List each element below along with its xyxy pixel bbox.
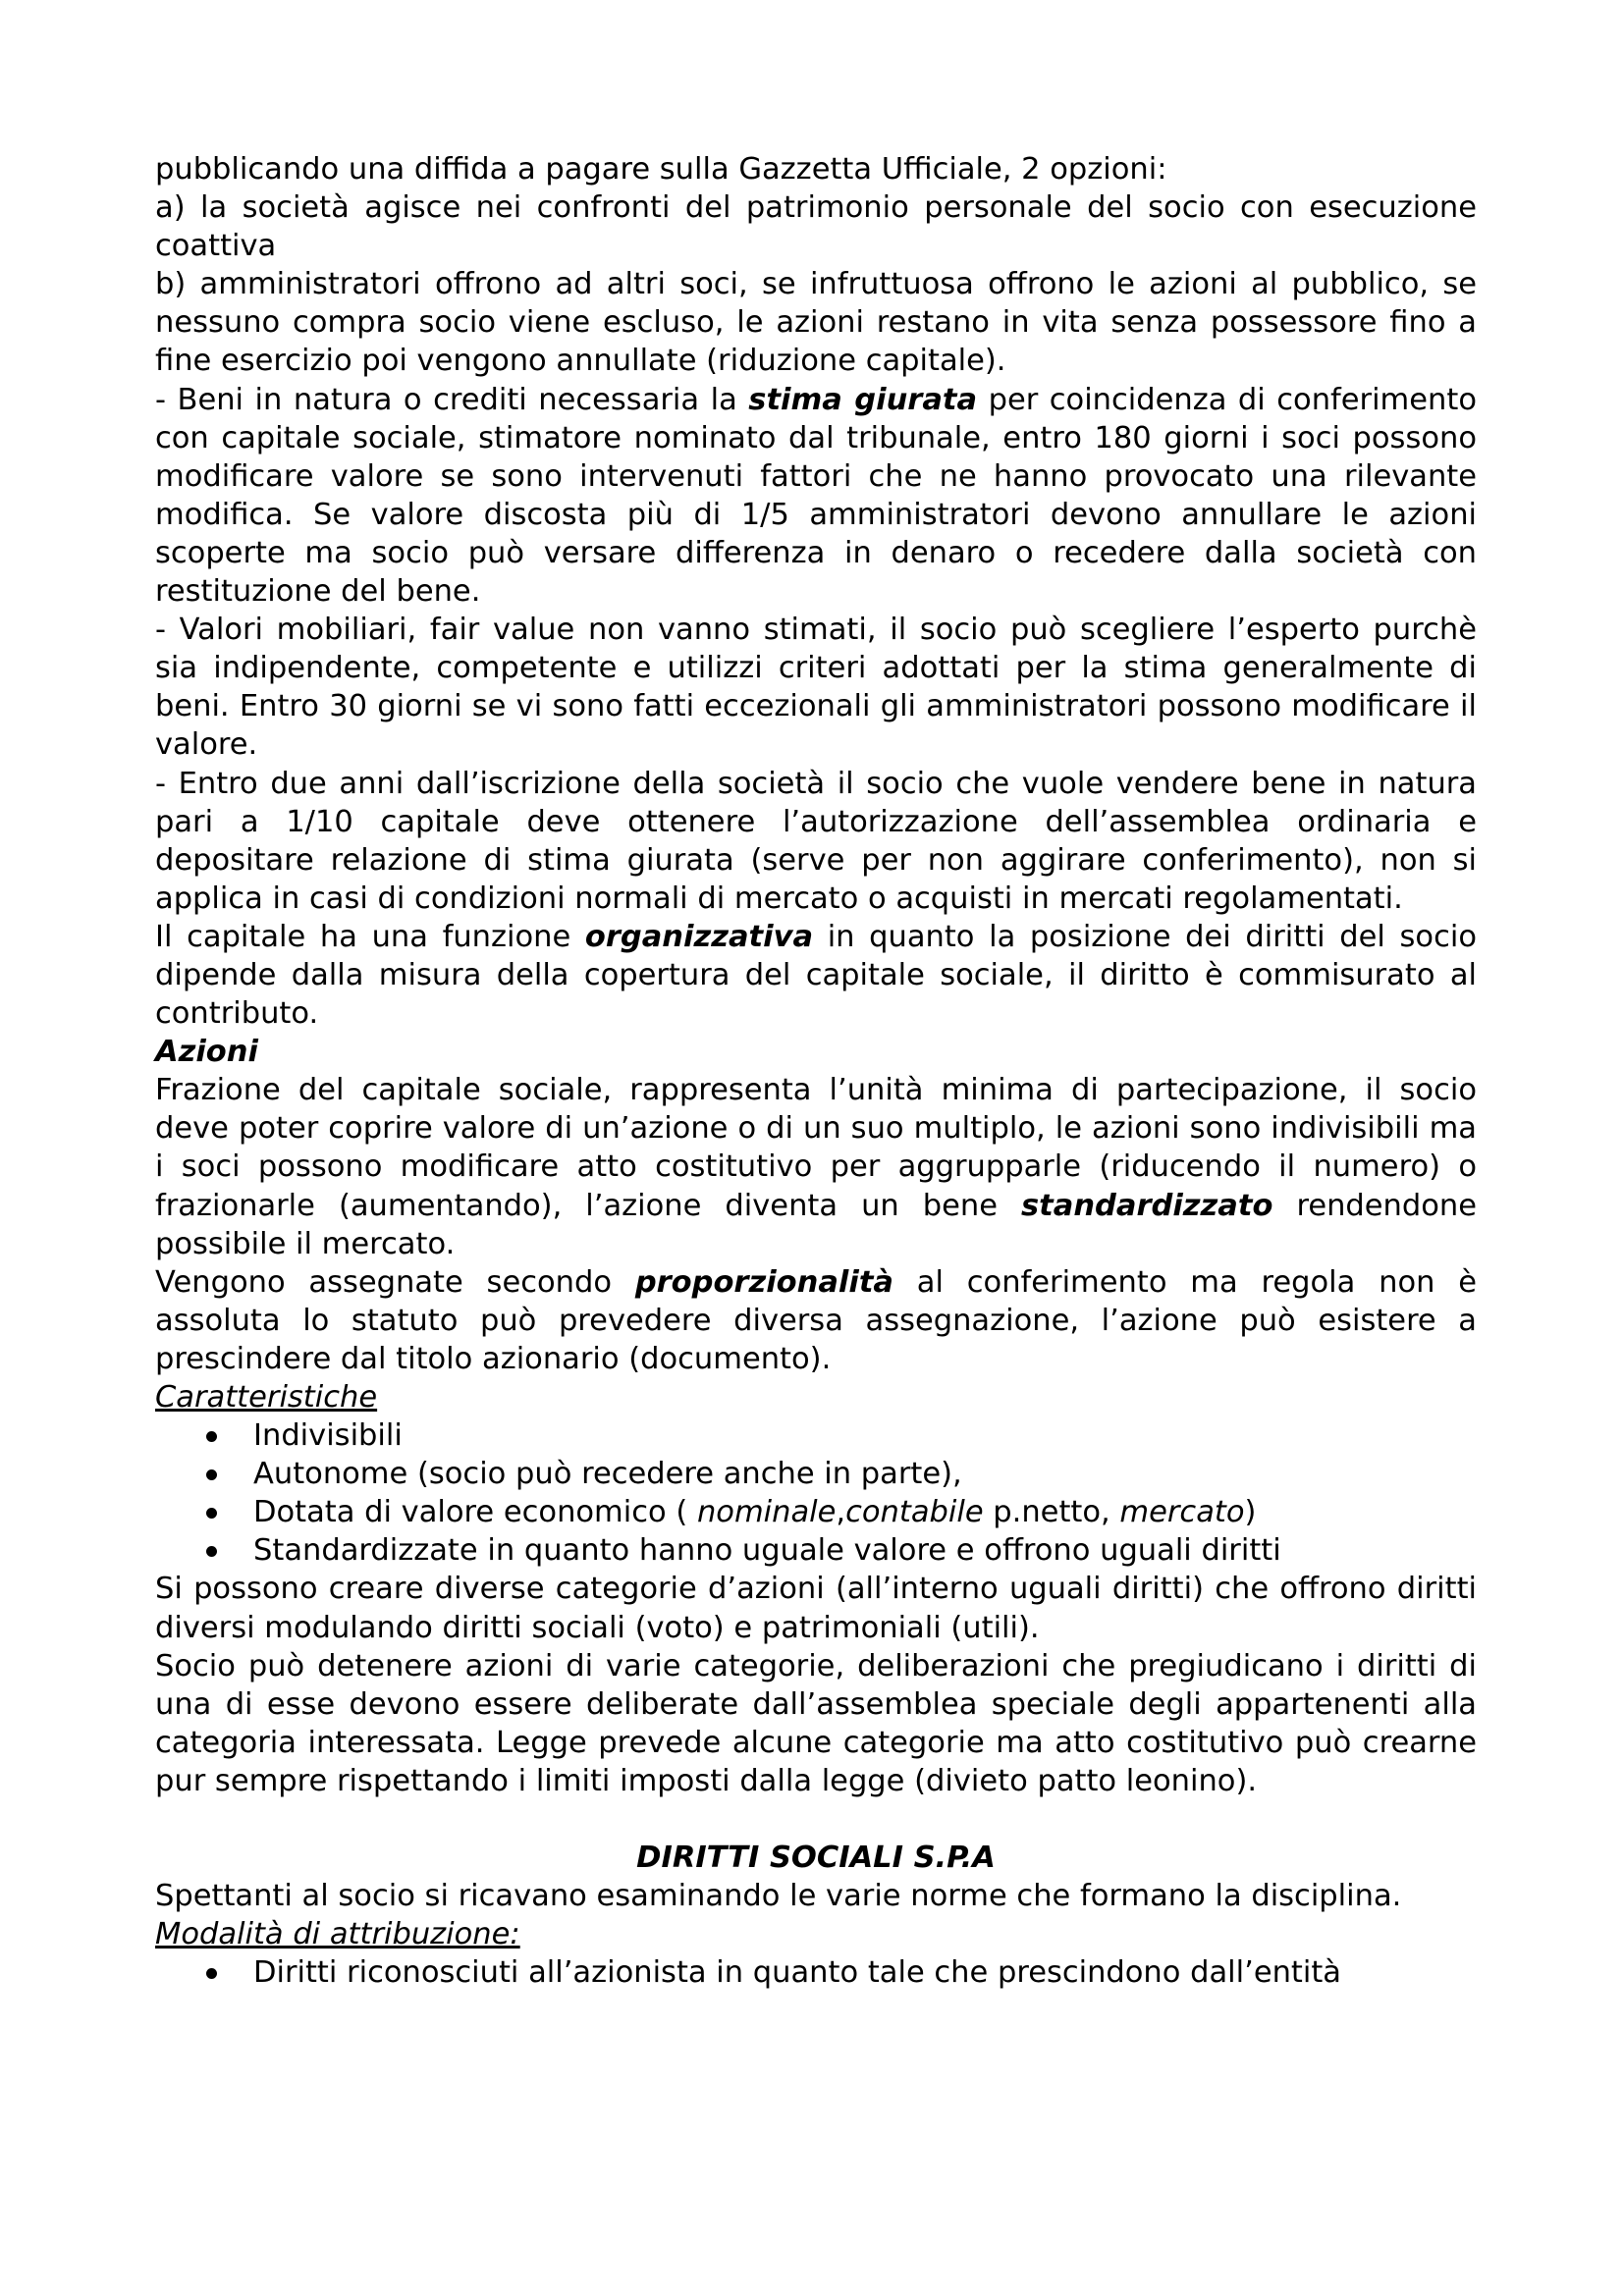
text-run: al conferimento ma regola non è assoluta lo statuto può prevedere diversa assegnazione, l’azione può esistere a prescindere dal titolo azionario (documento). xyxy=(155,1264,1478,1376)
paragraph xyxy=(155,1263,1477,1378)
list-item-text: Autonome (socio può recedere anche in parte), xyxy=(253,1457,962,1492)
emphasis-organizzativa: organizzativa xyxy=(584,919,814,954)
emphasis-standardizzato: standardizzato xyxy=(1021,1188,1273,1223)
paragraph: - Entro due anni dall’iscrizione della società il socio che vuole vendere bene in natura pari a 1/10 capitale deve ottenere l’autorizzazione dell’assemblea ordinaria e depositare relazione di stima giurata (serve per non aggirare conferimento), non si applica in casi di condizioni normali di mercato o acquisti in mercati regolamentati. xyxy=(155,766,1477,916)
text-run: , xyxy=(836,1495,846,1530)
bullet-icon xyxy=(206,1508,217,1519)
paragraph: pubblicando una diffida a pagare sulla Gazzetta Ufficiale, 2 opzioni: xyxy=(155,152,1167,187)
list-item-text: Diritti riconosciuti all’azionista in quanto tale che prescindono dall’entità xyxy=(253,1955,1341,1991)
paragraph: b) amministratori offrono ad altri soci, se infruttuosa offrono le azioni al pubblico, se nessuno compra socio viene escluso, le azioni restano in vita senza possessore fino a fine esercizio poi vengono annullate (riduzione capitale). xyxy=(155,267,1477,379)
bullet-icon xyxy=(206,1469,217,1480)
emphasis-contabile: contabile xyxy=(845,1495,984,1530)
text-run: Vengono assegnate secondo xyxy=(155,1264,635,1300)
emphasis-mercato: mercato xyxy=(1119,1495,1245,1530)
bullet-icon xyxy=(206,1968,217,1979)
paragraph: - Valori mobiliari, fair value non vanno stimati, il socio può scegliere l’esperto purchè sia indipendente, competente e utilizzi criteri adottati per la stima generalmente di beni. Entro 30 giorni se vi sono fatti eccezionali gli amministratori possono modificare il valore. xyxy=(155,613,1477,763)
text-run: p.netto, xyxy=(983,1495,1120,1530)
text-run: per coincidenza di conferimento con capitale sociale, stimatore nominato dal tribunale, entro 180 giorni i soci possono modificare valore se sono intervenuti fattori che ne hanno provocato una rilevante modifica. Se valore discosta più di 1/5 amministratori devono annullare le azioni scoperte ma socio può versare differenza in denaro o recedere dalla società con restituzione del bene. xyxy=(155,382,1477,610)
list-item xyxy=(155,1416,1477,1455)
heading-azioni: Azioni xyxy=(155,1035,258,1070)
heading-modalita: Modalità di attribuzione: xyxy=(155,1917,520,1952)
emphasis-nominale: nominale xyxy=(696,1495,837,1530)
list-item-text: Indivisibili xyxy=(253,1418,403,1454)
document-page xyxy=(155,150,1477,1993)
emphasis-proporzionalita: proporzionalità xyxy=(634,1264,893,1300)
list-item xyxy=(155,1493,1477,1531)
text-run: - Beni in natura o crediti necessaria la xyxy=(155,382,749,417)
text-run: ) xyxy=(1244,1495,1257,1530)
modalita-list xyxy=(155,1953,1477,1992)
blank-line xyxy=(155,1800,1477,1839)
list-item-text: Standardizzate in quanto hanno uguale valore e offrono uguali diritti xyxy=(253,1533,1281,1569)
paragraph: a) la società agisce nei confronti del patrimonio personale del socio con esecuzione coattiva xyxy=(155,190,1477,264)
bullet-icon xyxy=(206,1431,217,1442)
paragraph xyxy=(155,918,1477,1033)
paragraph: Socio può detenere azioni di varie categorie, deliberazioni che pregiudicano i diritti di una di esse devono essere deliberate dall’assemblea speciale degli appartenenti alla categoria interessata. Legge prevede alcune categorie ma atto costitutivo può crearne pur sempre rispettando i limiti imposti dalla legge (divieto patto leonino). xyxy=(155,1648,1477,1798)
list-item xyxy=(155,1455,1477,1493)
paragraph xyxy=(155,381,1477,612)
text-run: Frazione del capitale sociale, rappresenta l’unità minima di partecipazione, il socio deve poter coprire valore di un’azione o di un suo multiplo, le azioni sono indivisibili ma i soci possono modificare atto costitutivo per aggrupparle (riducendo il numero) o frazionarle (aumentando), l’azione diventa un bene xyxy=(155,1073,1477,1223)
paragraph: Spettanti al socio si ricavano esaminando le varie norme che formano la disciplina. xyxy=(155,1879,1402,1914)
emphasis-stima-giurata: stima giurata xyxy=(748,382,978,417)
paragraph xyxy=(155,1071,1477,1262)
text-run: in quanto la posizione dei diritti del socio dipende dalla misura della copertura del capitale sociale, il diritto è commisurato al contributo. xyxy=(155,919,1477,1032)
caratteristiche-list xyxy=(155,1416,1477,1570)
list-item xyxy=(155,1531,1477,1570)
bullet-icon xyxy=(206,1546,217,1557)
text-run: Dotata di valore economico ( xyxy=(253,1495,697,1530)
text-run: rendendone possibile il mercato. xyxy=(155,1188,1477,1261)
paragraph: Si possono creare diverse categorie d’azioni (all’interno uguali diritti) che offrono diritti diversi modulando diritti sociali (voto) e patrimoniali (utili). xyxy=(155,1572,1477,1645)
heading-caratteristiche: Caratteristiche xyxy=(155,1380,378,1415)
section-title: DIRITTI SOCIALI S.P.A xyxy=(636,1841,996,1876)
list-item xyxy=(155,1953,1477,1992)
text-run: Il capitale ha una funzione xyxy=(155,919,585,954)
